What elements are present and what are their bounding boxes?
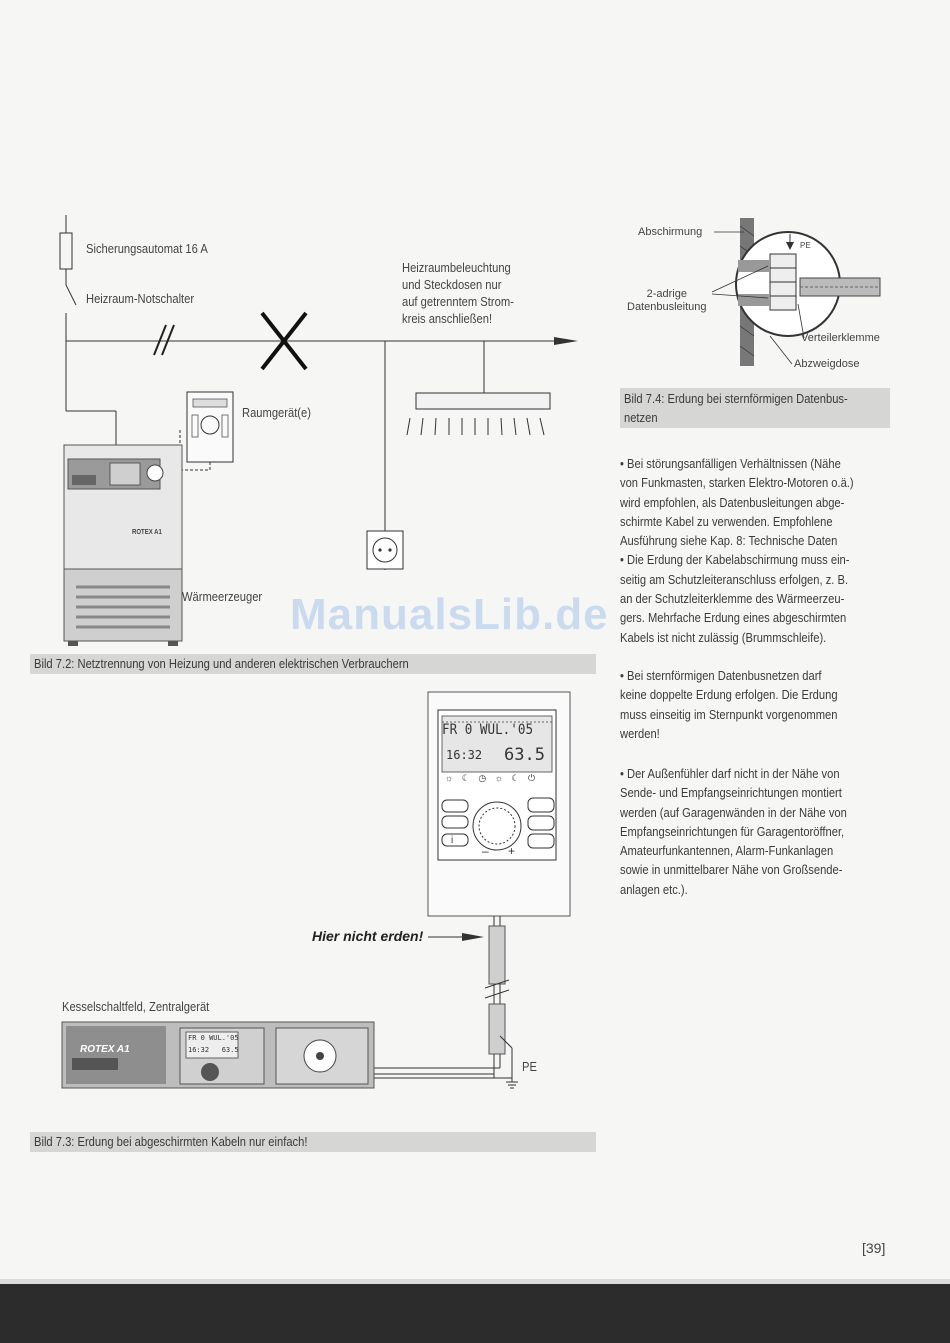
shield-label: Abschirmung [638, 226, 703, 238]
controller-display-temp: 63.5 [504, 745, 545, 765]
heater-label: Wärmeerzeuger [182, 589, 263, 604]
figure-7-4-caption-line-1: Bild 7.4: Erdung bei sternförmigen Datenbus- [624, 391, 848, 406]
paragraph-star-network [620, 666, 920, 743]
figure-7-3-caption-text: Bild 7.3: Erdung bei abgeschirmten Kabeln nur einfach! [34, 1134, 308, 1149]
switch-label: Heizraum-Notschalter [86, 291, 195, 306]
text-line: Ausführung siehe Kap. 8: Technische Daten [620, 533, 838, 549]
figure-7-2-diagram [30, 205, 600, 655]
panel-label: Kesselschaltfeld, Zentralgerät [62, 999, 210, 1014]
figure-7-3-caption [30, 1132, 596, 1152]
watermark: ManualsLib.de [290, 590, 609, 639]
bus-label-line-2: Datenbusleitung [627, 301, 707, 313]
controller-display-line-1: FR 0 WUL.'05 [442, 722, 534, 738]
bus-label-line-1: 2-adrige [646, 288, 687, 300]
controller-display-time: 16:32 [446, 748, 483, 762]
do-not-earth-hint: Hier nicht erden! [312, 928, 424, 944]
bus-label [627, 288, 707, 314]
text-line: Amateurfunkantennen, Alarm-Funkanlagen [620, 843, 834, 859]
figure-7-4-caption [620, 388, 890, 428]
text-line: • Bei störungsanfälligen Verhältnissen (Nähe [620, 456, 841, 471]
text-line: sowie in unmittelbarer Nähe von Großsende- [620, 862, 843, 878]
text-line: Sende- und Empfangseinrichtungen montiert [620, 785, 842, 801]
text-line: muss einseitig im Sternpunkt vorgenommen [620, 706, 838, 722]
figure-7-4-caption-line-2: netzen [624, 410, 658, 425]
figure-7-2-caption-text: Bild 7.2: Netztrennung von Heizung und anderen elektrischen Verbrauchern [34, 656, 409, 671]
text-line: keine doppelte Erdung erfolgen. Die Erdung [620, 687, 838, 703]
junction-box-label: Abzweigdose [794, 358, 860, 370]
text-line: seitig am Schutzleiteranschluss erfolgen, z. B. [620, 571, 849, 587]
paragraph-outdoor-sensor [620, 764, 920, 899]
text-line: von Funkmasten, starken Elektro-Motoren o.ä.) [620, 475, 854, 491]
panel-brand: ROTEX A1 [80, 1044, 130, 1055]
panel-display-line-2: 16:32 63.5 [188, 1046, 239, 1054]
text-line: an der Schutzleiterklemme des Wärmeerzeu- [620, 591, 845, 607]
svg-text:–: – [482, 844, 489, 858]
pe-label-7-3: PE [522, 1059, 537, 1074]
controller-icons-row: ☼ ☾ ◷ ☼ ☾ ⏻ [445, 773, 539, 783]
text-line: wird empfohlen, als Datenbusleitungen abge- [620, 494, 845, 510]
text-line: werden (auf Garagenwänden in der Nähe von [620, 804, 847, 820]
text-line: Empfangseinrichtungen für Garagentoröffner, [620, 823, 845, 839]
lighting-note-line-2: und Steckdosen nur [402, 277, 502, 292]
text-line: Kabels ist nicht zulässig (Brummschleife). [620, 629, 827, 645]
panel-display-line-1: FR 0 WUL.'05 [188, 1034, 239, 1042]
terminal-label: Verteilerklemme [801, 332, 880, 344]
text-line: gers. Mehrfache Erdung eines abgeschirmten [620, 610, 847, 626]
text-line: werden! [620, 725, 660, 741]
lighting-note [402, 259, 514, 327]
page-number: [39] [862, 1240, 886, 1256]
lighting-note-line-1: Heizraumbeleuchtung [402, 260, 511, 275]
svg-text:+: + [508, 844, 516, 858]
info-icon: i [451, 835, 454, 846]
fuse-label: Sicherungsautomat 16 A [86, 241, 208, 256]
paragraph-shielded-cables [620, 454, 920, 647]
room-unit-label: Raumgerät(e) [242, 405, 311, 420]
text-line: schirmte Kabel zu verwenden. Empfohlene [620, 513, 833, 529]
lighting-note-line-4: kreis anschließen! [402, 311, 493, 326]
scan-background [0, 1284, 950, 1343]
lighting-note-line-3: auf getrenntem Strom- [402, 294, 514, 309]
text-line: • Die Erdung der Kabelabschirmung muss ein- [620, 552, 850, 568]
text-line: • Bei sternförmigen Datenbusnetzen darf [620, 668, 822, 683]
pe-label-7-4: PE [800, 241, 811, 250]
text-line: • Der Außenfühler darf nicht in der Nähe von [620, 766, 840, 781]
text-line: anlagen etc.). [620, 881, 688, 897]
heater-brand: ROTEX A1 [132, 529, 162, 536]
figure-7-2-caption [30, 654, 596, 674]
